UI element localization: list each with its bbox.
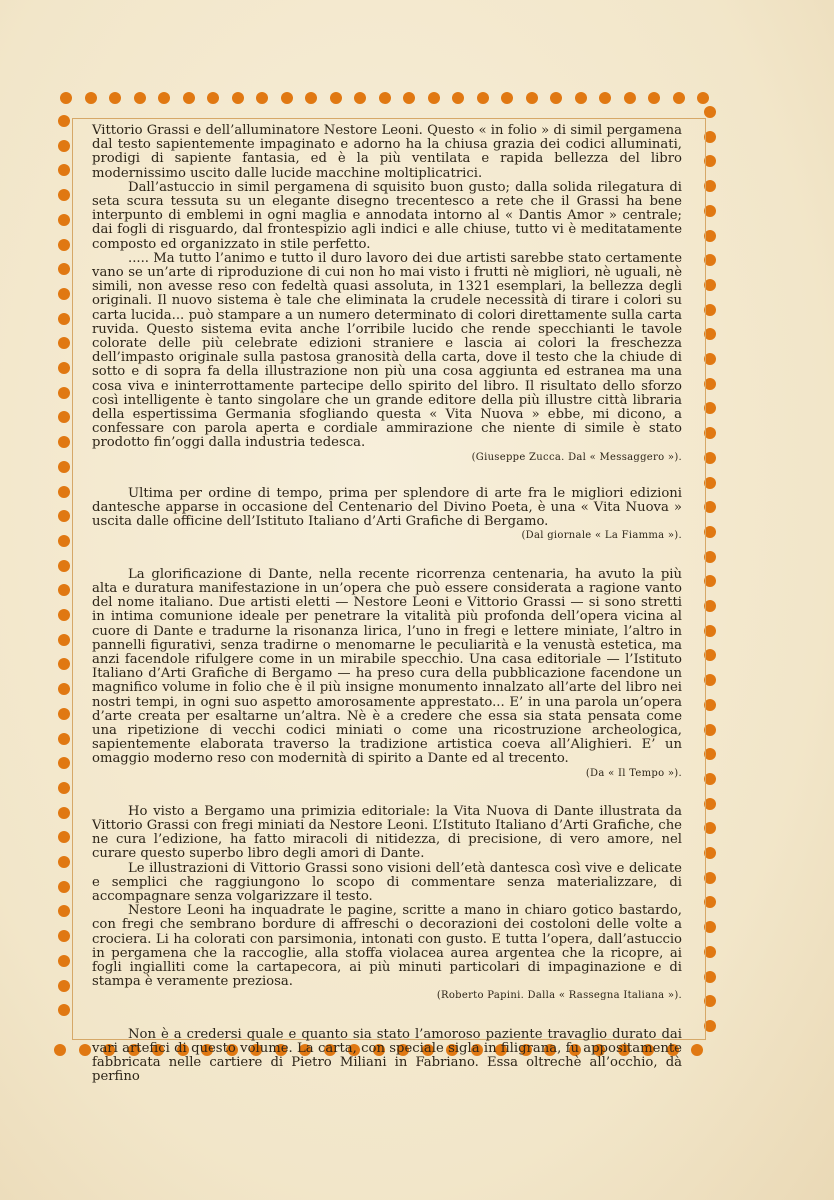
paragraph: Le illustrazioni di Vittorio Grassi sono visioni dell’età dantesca così vive e delicate e semplici che raggiungono lo scopo di commentare senza materializzare, di accompagnare senza volgarizzare il testo.	[92, 860, 682, 904]
border-dot	[79, 1044, 91, 1056]
border-dot	[575, 92, 587, 104]
paragraph: Dall’astuccio in simil pergamena di squisito buon gusto; dalla solida rilegatura di seta scura tessuta su un elegante disegno trecentesco a rete che il Grassi ha bene interpunto di emblemi in ogni maglia e annodata intorno al « Dantis Amor » centrale; dai fogli di risguardo, dal frontespizio agli indici e alle chiuse, tutto vi è meditatamente composto ed organizzato in stile perfetto.	[92, 179, 682, 252]
review-zucca	[92, 124, 682, 465]
border-dot	[85, 92, 97, 104]
body-text	[92, 124, 682, 1084]
border-dot	[58, 807, 70, 819]
border-dot	[330, 92, 342, 104]
border-dot	[477, 92, 489, 104]
border-dot	[452, 92, 464, 104]
border-dot	[58, 757, 70, 769]
border-dot	[305, 92, 317, 104]
border-dot	[58, 881, 70, 893]
review-tempo	[92, 568, 682, 781]
closing-text	[92, 1028, 682, 1085]
paragraph: La glorificazione di Dante, nella recente ricorrenza centenaria, ha avuto la più alta e duratura manifestazione in un’opera che può essere considerata a ragione vanto del nome italiano. Due artisti eletti — Nestore Leoni e Vittorio Grassi — si sono stretti in intima comunione ideale per penetrare la vitalità più profonda dell’opera vicina al cuore di Dante e tradurne la risonanza lirica, l’uno in fregi e lettere miniate, l’altro in pannelli figurativi, senza tradirne o menomarne le peculiarità e la venustà estetica, ma anzi facendole rifulgere come in un mirabile specchio. Una casa editoriale — l’Istituto Italiano d’Arti Grafiche di Bergamo — ha preso cura della pubblicazione facendone un magnifico volume in folio che è il più insigne monumento innalzato all’arte del libro nei nostri tempi, in ogni suo aspetto amorosamente apprestato... E’ in una parola un’opera d’arte creata per esaltarne un’altra. Nè è a credere che essa sia stata pensata come una ripetizione di vecchi codici miniati o come una ricostruzione archeologica, sapientemente elaborata traverso la tradizione artistica coeva all’Alighieri. E’ un omaggio moderno reso con modernità di spirito a Dante ed al trecento.	[92, 566, 682, 767]
paragraph: Vittorio Grassi e dell’alluminatore Nestore Leoni. Questo « in folio » di simil pergamena dal testo sapientemente impaginato e adorno ha la chiusa grazia dei codici alluminati, prodigi di sapiente fantasia, ed è la più ventilata e rapida bellezza del libro modernissimo uscito dalle lucide macchine moltiplicatrici.	[92, 123, 682, 181]
border-dot	[58, 140, 70, 152]
border-dot	[704, 106, 716, 118]
border-dot	[403, 92, 415, 104]
paragraph: Ho visto a Bergamo una primizia editoriale: la Vita Nuova di Dante illustrata da Vittorio Grassi con fregi miniati da Nestore Leoni. L’Istituto Italiano d’Arti Grafiche, che ne cura l’edizione, ha fatto miracoli di nitidezza, di precisione, di vero amore, nel curare questo superbo libro degli amori di Dante.	[92, 803, 682, 862]
border-dot	[501, 92, 513, 104]
border-dot	[691, 1044, 703, 1056]
border-dot	[673, 92, 685, 104]
border-dot	[207, 92, 219, 104]
border-dot	[281, 92, 293, 104]
border-dot	[428, 92, 440, 104]
border-dot	[379, 92, 391, 104]
border-dot	[58, 164, 70, 176]
source-citation: (Dal giornale « La Fiamma »).	[521, 530, 682, 542]
border-dot	[58, 1004, 70, 1016]
review-papini	[92, 805, 682, 1004]
border-dot	[58, 683, 70, 695]
source-citation: (Da « Il Tempo »).	[585, 767, 682, 779]
border-dot	[354, 92, 366, 104]
border-dot	[58, 560, 70, 572]
border-dot	[109, 92, 121, 104]
border-dot	[58, 436, 70, 448]
border-dot	[697, 92, 709, 104]
border-dot	[58, 905, 70, 917]
border-dot	[58, 658, 70, 670]
border-dot	[599, 92, 611, 104]
border-dot	[183, 92, 195, 104]
review-fiamma	[92, 487, 682, 544]
border-dot	[58, 411, 70, 423]
border-dot	[624, 92, 636, 104]
border-dot	[58, 115, 70, 127]
border-dot	[58, 535, 70, 547]
border-dot	[58, 510, 70, 522]
border-dot	[58, 955, 70, 967]
border-dot	[58, 288, 70, 300]
paragraph: Ultima per ordine di tempo, prima per splendore di arte fra le migliori edizioni dantesche apparse in occasione del Centenario del Divino Poeta, è una « Vita Nuova » uscita dalle officine dell’Istituto Italiano d’Arti Grafiche di Bergamo.	[92, 485, 682, 530]
border-dot	[58, 856, 70, 868]
border-dot	[54, 1044, 66, 1056]
border-dot	[134, 92, 146, 104]
border-dot	[256, 92, 268, 104]
border-dot	[58, 486, 70, 498]
border-dot	[58, 831, 70, 843]
border-dot	[58, 337, 70, 349]
border-dot	[58, 733, 70, 745]
border-dot	[60, 92, 72, 104]
border-dot	[550, 92, 562, 104]
border-dot	[58, 362, 70, 374]
border-dot	[526, 92, 538, 104]
border-dot	[58, 189, 70, 201]
border-dot	[58, 609, 70, 621]
border-dot	[58, 930, 70, 942]
border-dot	[58, 387, 70, 399]
paragraph: ..... Ma tutto l’animo e tutto il duro lavoro dei due artisti sarebbe stato certamente vano se un’arte di riproduzione di cui non ho mai visto i frutti nè migliori, nè uguali, nè simili, non avesse reso con fedeltà quasi assoluta, in 1321 esemplari, la bellezza degli originali. Il nuovo sistema è tale che eliminata la crudele necessità di tirare i colori su carta lucida... può stampare a un numero determinato di colori direttamente sulla carta ruvida. Questo sistema evita anche l’orribile lucido che rende specchianti le tavole colorate delle più celebrate edizioni straniere e lascia ai colori la freschezza dell’impasto originale sulla pastosa granosità della carta, dove il testo che la chiude di sotto e di sopra fa della illustrazione non più una cosa aggiunta ed estranea ma una cosa viva e ininterrottamente partecipe dello spirito del libro. Il risultato dello sforzo così intelligente è tanto singolare che un grande editore della più illustre città libraria della espertissima Germania sfogliando questa « Vita Nuova » ebbe, mi dicono, a confessare con parola aperta e cordiale ammirazione che niente di simile è stato prodotto fin’oggi dalla industria tedesca.	[92, 250, 682, 451]
border-dot	[58, 584, 70, 596]
border-dot	[158, 92, 170, 104]
border-dot	[58, 239, 70, 251]
border-dot	[58, 708, 70, 720]
paragraph: Non è a credersi quale e quanto sia stato l’amoroso paziente travaglio durato dai vari artefici di questo volume. La carta, con speciale sigla in filigrana, fu appositamente fabbricata nelle cartiere di Pietro Miliani in Fabriano. Essa oltrechè all’occhio, dà perfino	[92, 1026, 682, 1085]
border-dot	[58, 214, 70, 226]
border-dot	[58, 980, 70, 992]
border-dot	[648, 92, 660, 104]
border-dot	[58, 461, 70, 473]
border-dot	[58, 313, 70, 325]
border-dot	[58, 634, 70, 646]
paragraph: Nestore Leoni ha inquadrate le pagine, scritte a mano in chiaro gotico bastardo, con fregi che sembrano bordure di affreschi o decorazioni dei costoloni delle volte a crociera. Li ha colorati con parsimonia, intonati con gusto. E tutta l’opera, dall’astuccio in pergamena che la raccoglie, alla stoffa violacea aurea argentea che la ricopre, ai fogli ingialliti come la cartapecora, ai più minuti particolari di impaginazione e di stampa è veramente preziosa.	[92, 903, 682, 990]
source-citation: (Giuseppe Zucca. Dal « Messaggero »).	[471, 451, 682, 463]
border-dot	[58, 782, 70, 794]
border-dot	[232, 92, 244, 104]
border-dot	[58, 263, 70, 275]
source-citation: (Roberto Papini. Dalla « Rassegna Italiana »).	[436, 990, 682, 1002]
